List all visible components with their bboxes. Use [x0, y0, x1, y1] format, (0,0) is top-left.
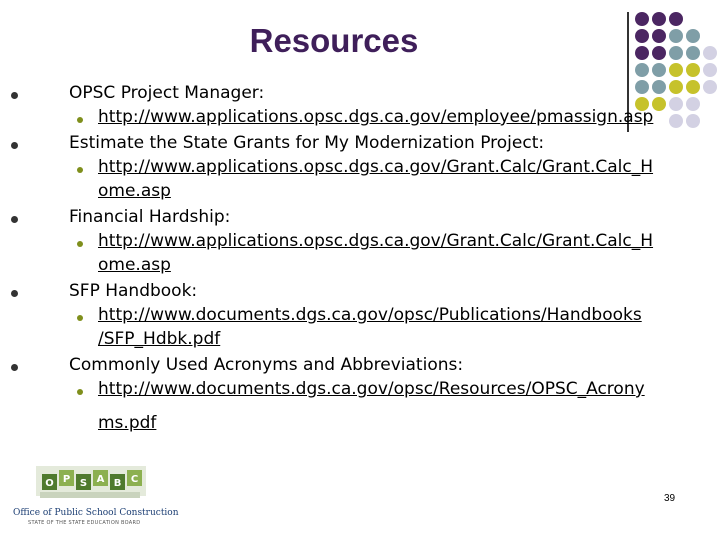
logo-block-letter: B — [113, 478, 122, 489]
logo-tagline: STATE OF THE STATE EDUCATION BOARD — [28, 520, 141, 526]
resource-label: Estimate the State Grants for My Modernization Project: — [69, 133, 545, 153]
resource-link[interactable]: http://www.documents.dgs.ca.gov/opsc/Publications/Handbooks — [98, 305, 642, 325]
logo-blocks-graphic — [12, 462, 154, 508]
resource-label: Financial Hardship: — [69, 207, 231, 227]
logo-block-letter: A — [96, 474, 105, 485]
resource-link-continued[interactable]: ome.asp — [98, 255, 171, 275]
opsc-logo — [12, 462, 179, 532]
logo-name: Office of Public School Construction — [13, 508, 179, 518]
resource-label: SFP Handbook: — [69, 281, 198, 301]
bullet-dot — [11, 290, 18, 297]
slide-title: Resources — [249, 22, 419, 59]
resource-link-continued[interactable]: /SFP_Hdbk.pdf — [98, 329, 221, 349]
sub-bullet-dot — [77, 167, 83, 173]
resource-link-continued[interactable]: ms.pdf — [98, 413, 157, 433]
bullet-dot — [11, 142, 18, 149]
bullet-dot — [11, 364, 18, 371]
resource-link-continued[interactable]: ome.asp — [98, 181, 171, 201]
bullet-dot — [11, 216, 18, 223]
logo-block-letter: S — [79, 478, 88, 489]
logo-block-letter: O — [45, 478, 54, 489]
logo-block-letter: P — [62, 474, 71, 485]
sub-bullet-dot — [77, 315, 83, 321]
sub-bullet-dot — [77, 389, 83, 395]
bullet-dot — [11, 92, 18, 99]
resource-link[interactable]: http://www.applications.opsc.dgs.ca.gov/Grant.Calc/Grant.Calc_H — [98, 231, 654, 251]
resource-label: OPSC Project Manager: — [69, 83, 265, 103]
resource-link[interactable]: http://www.applications.opsc.dgs.ca.gov/Grant.Calc/Grant.Calc_H — [98, 157, 654, 177]
sub-bullet-dot — [77, 117, 83, 123]
page-number: 39 — [664, 493, 676, 504]
resource-link[interactable]: http://www.documents.dgs.ca.gov/opsc/Resources/OPSC_Acrony — [98, 379, 645, 399]
logo-block-letter: C — [130, 474, 139, 485]
resource-link[interactable]: http://www.applications.opsc.dgs.ca.gov/employee/pmassign.asp — [98, 107, 654, 127]
resource-label: Commonly Used Acronyms and Abbreviations: — [69, 355, 464, 375]
sub-bullet-dot — [77, 241, 83, 247]
